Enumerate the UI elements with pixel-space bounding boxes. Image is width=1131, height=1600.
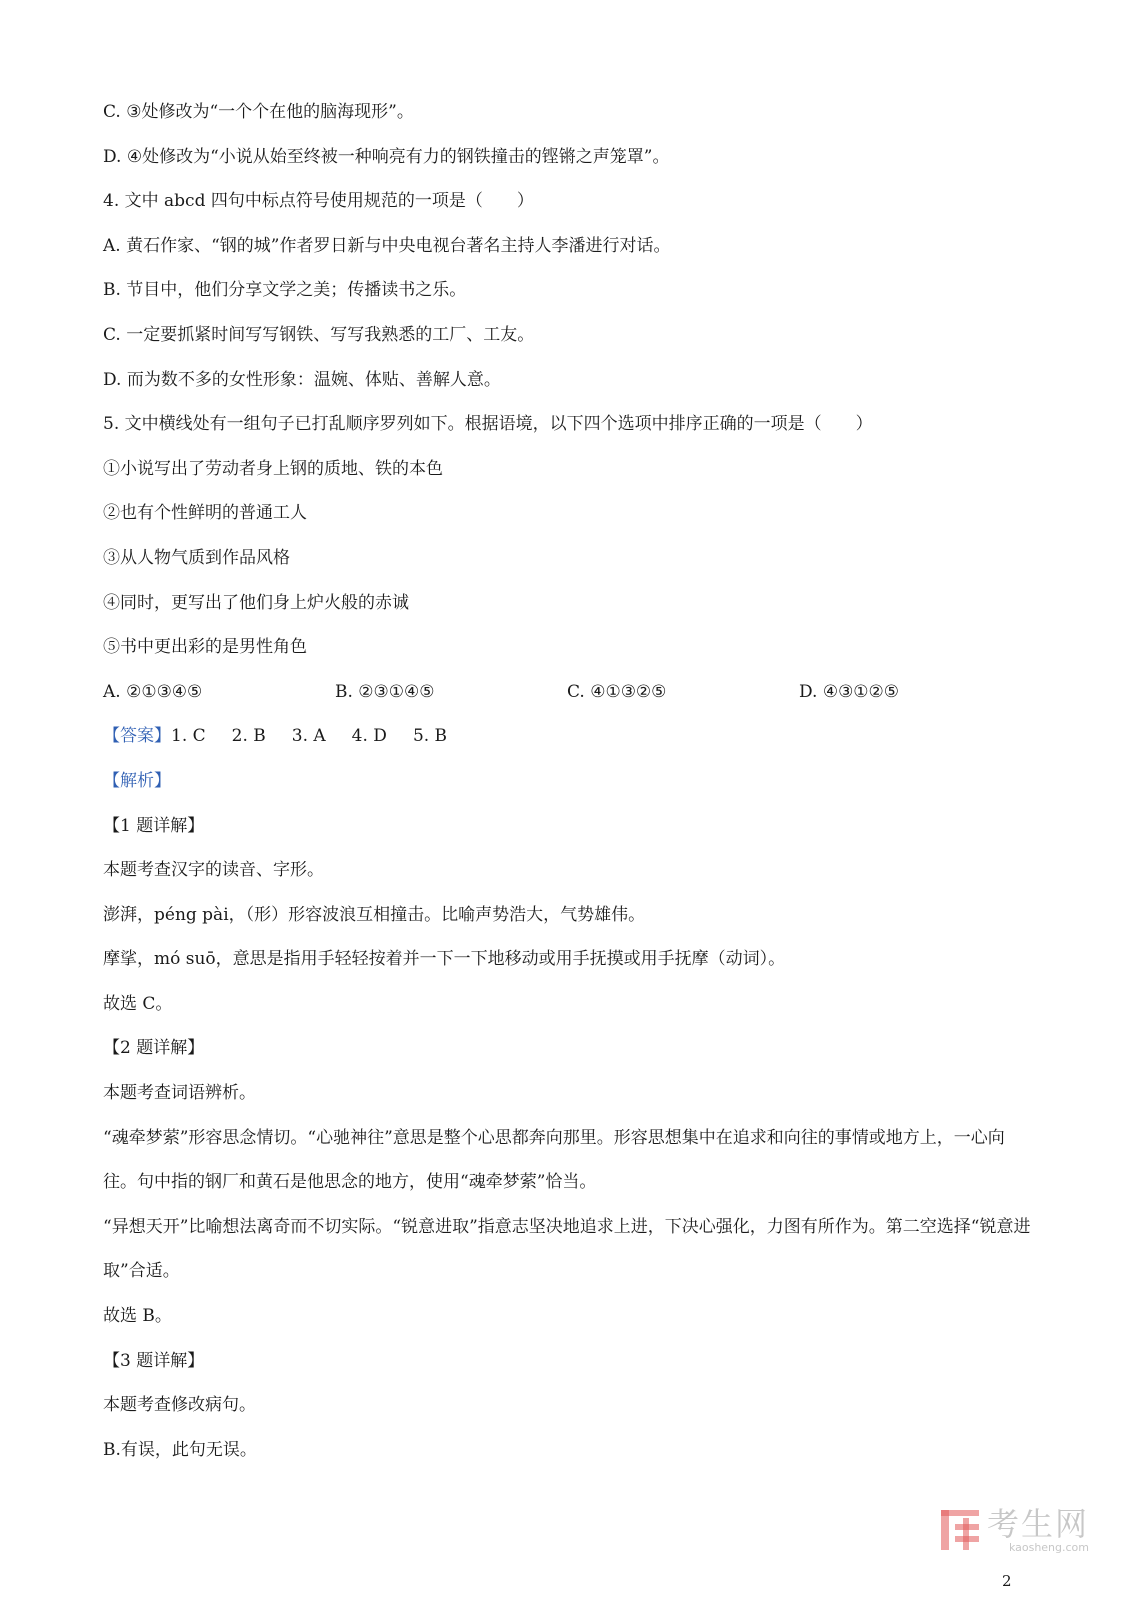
- question-5: 5. 文中横线处有一组句子已打乱顺序罗列如下。根据语境，以下四个选项中排序正确的一项是（ ）: [103, 414, 873, 435]
- sentence-3: ③从人物气质到作品风格: [103, 547, 290, 568]
- q2-intro: 本题考查词语辨析。: [103, 1083, 256, 1104]
- answer-item: 4. D: [351, 726, 387, 747]
- q3-note: B.有误，此句无误。: [103, 1439, 257, 1460]
- option-5c: C. ④①③②⑤: [567, 681, 667, 702]
- page-number: 2: [1002, 1572, 1012, 1590]
- q1-word-1: 澎湃，péng pài，（形）形容波浪互相撞击。比喻声势浩大，气势雄伟。: [103, 904, 646, 925]
- sentence-4: ④同时，更写出了他们身上炉火般的赤诚: [103, 592, 409, 613]
- watermark-logo-icon: [941, 1510, 979, 1550]
- q2-conclusion: 故选 B。: [103, 1306, 172, 1327]
- q2-explanation-1: “魂牵梦萦”形容思念情切。“心驰神往”意思是整个心思都奔向那里。形容思想集中在追求和向往的事情或地方上，一心向往。句中指的钢厂和黄石是他思念的地方，使用“魂牵梦萦”恰当。: [103, 1127, 1005, 1193]
- answer-label: 【答案】: [103, 726, 171, 747]
- answer-item: 2. B: [231, 726, 266, 747]
- question-4: 4. 文中 abcd 四句中标点符号使用规范的一项是（ ）: [103, 191, 534, 212]
- watermark: [941, 1506, 1089, 1554]
- analysis-label: 【解析】: [103, 770, 171, 791]
- q1-heading: 【1 题详解】: [103, 815, 205, 836]
- option-4a: A. 黄石作家、“钢的城”作者罗日新与中央电视台著名主持人李潘进行对话。: [103, 235, 671, 256]
- options-5: [103, 670, 1033, 715]
- option-4c: C. 一定要抓紧时间写写钢铁、写写我熟悉的工厂、工友。: [103, 324, 535, 345]
- q3-heading: 【3 题详解】: [103, 1350, 205, 1371]
- document-body: [103, 90, 1033, 1472]
- watermark-url: kaosheng.com: [1008, 1541, 1089, 1554]
- watermark-title: 考生网: [986, 1505, 1089, 1543]
- sentence-5: ⑤书中更出彩的是男性角色: [103, 637, 307, 658]
- answer-item: 5. B: [412, 726, 448, 747]
- q2-heading: 【2 题详解】: [103, 1038, 205, 1059]
- sentence-2: ②也有个性鲜明的普通工人: [103, 503, 307, 524]
- option-3c: C. ③处修改为“一个个在他的脑海现形”。: [103, 102, 414, 122]
- q1-intro: 本题考查汉字的读音、字形。: [103, 860, 324, 881]
- q1-conclusion: 故选 C。: [103, 993, 173, 1014]
- q2-explanation-2: “异想天开”比喻想法离奇而不切实际。“锐意进取”指意志坚决地追求上进，下决心强化，力图有所作为。第二空选择“锐意进取”合适。: [103, 1216, 1031, 1282]
- answer-item: 1. C: [171, 726, 206, 747]
- option-5b: B. ②③①④⑤: [335, 681, 435, 702]
- sentence-1: ①小说写出了劳动者身上钢的质地、铁的本色: [103, 458, 443, 479]
- option-4d: D. 而为数不多的女性形象：温婉、体贴、善解人意。: [103, 369, 501, 390]
- option-5a: A. ②①③④⑤: [103, 681, 203, 702]
- option-5d: D. ④③①②⑤: [799, 681, 900, 702]
- option-4b: B. 节目中，他们分享文学之美；传播读书之乐。: [103, 280, 467, 301]
- answer-item: 3. A: [291, 726, 326, 747]
- q3-intro: 本题考查修改病句。: [103, 1395, 256, 1416]
- q1-word-2: 摩挲，mó suō，意思是指用手轻轻按着并一下一下地移动或用手抚摸或用手抚摩（动词）。: [103, 949, 786, 970]
- answer-line: [103, 714, 1033, 759]
- option-3d: D. ④处修改为“小说从始至终被一种响亮有力的钢铁撞击的铿锵之声笼罩”。: [103, 146, 670, 167]
